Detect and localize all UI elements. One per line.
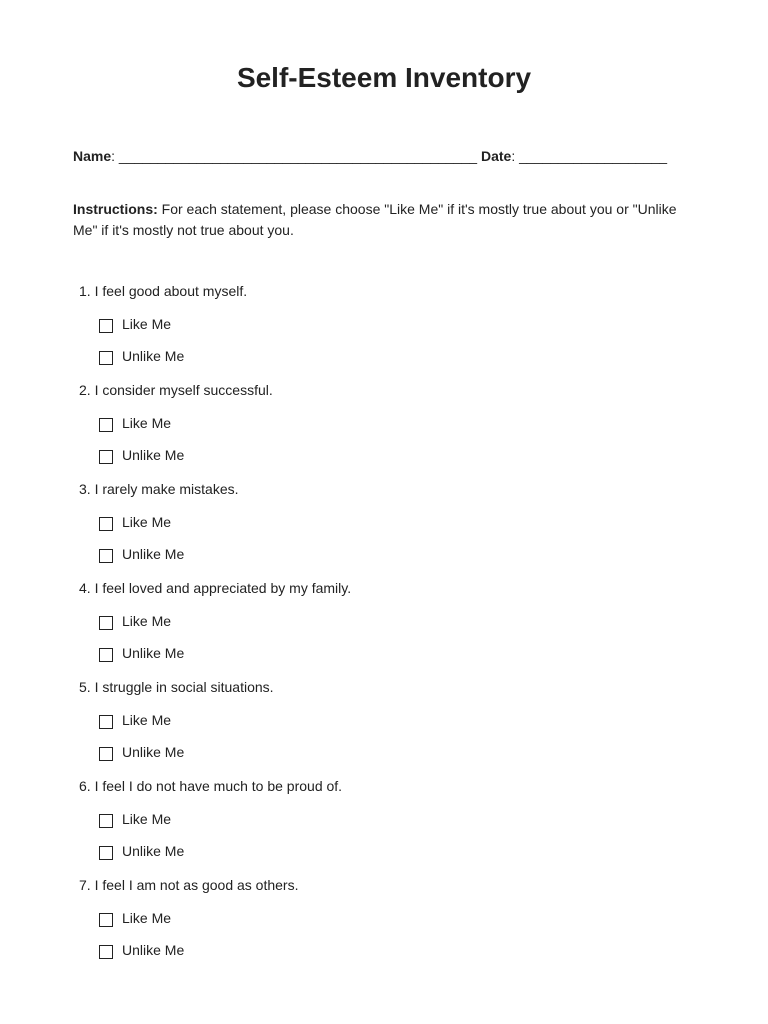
question-item bbox=[0, 380, 768, 479]
question-number: 6. bbox=[79, 778, 91, 794]
date-field[interactable]: : ___________________ bbox=[511, 148, 668, 164]
option-unlike-me[interactable] bbox=[99, 544, 184, 564]
question-text bbox=[79, 578, 351, 598]
option-label: Unlike Me bbox=[122, 843, 185, 859]
checkbox[interactable] bbox=[99, 846, 113, 860]
option-label: Unlike Me bbox=[122, 645, 185, 661]
option-label: Unlike Me bbox=[122, 348, 185, 364]
question-item bbox=[0, 677, 768, 776]
option-unlike-me[interactable] bbox=[99, 346, 184, 366]
option-unlike-me[interactable] bbox=[99, 445, 184, 465]
checkbox[interactable] bbox=[99, 945, 113, 959]
option-like-me[interactable] bbox=[99, 413, 171, 433]
question-text bbox=[79, 380, 273, 400]
instructions-label: Instructions: bbox=[73, 201, 158, 217]
name-date-line bbox=[73, 148, 667, 164]
name-label: Name bbox=[73, 148, 112, 164]
option-unlike-me[interactable] bbox=[99, 940, 184, 960]
option-unlike-me[interactable] bbox=[99, 742, 184, 762]
checkbox[interactable] bbox=[99, 648, 113, 662]
question-text bbox=[79, 875, 298, 895]
option-label: Unlike Me bbox=[122, 447, 185, 463]
question-number: 4. bbox=[79, 580, 91, 596]
checkbox[interactable] bbox=[99, 715, 113, 729]
question-statement: I rarely make mistakes. bbox=[94, 481, 239, 497]
option-label: Like Me bbox=[122, 712, 172, 728]
option-like-me[interactable] bbox=[99, 314, 171, 334]
option-unlike-me[interactable] bbox=[99, 643, 184, 663]
question-item bbox=[0, 875, 768, 974]
checkbox[interactable] bbox=[99, 913, 113, 927]
question-statement: I feel good about myself. bbox=[94, 283, 248, 299]
question-statement: I feel I do not have much to be proud of. bbox=[94, 778, 343, 794]
question-text bbox=[79, 776, 342, 796]
question-text bbox=[79, 281, 247, 301]
question-statement: I consider myself successful. bbox=[94, 382, 273, 398]
option-label: Like Me bbox=[122, 514, 172, 530]
checkbox[interactable] bbox=[99, 418, 113, 432]
option-like-me[interactable] bbox=[99, 710, 171, 730]
option-label: Unlike Me bbox=[122, 744, 185, 760]
option-label: Like Me bbox=[122, 415, 172, 431]
question-number: 7. bbox=[79, 877, 91, 893]
question-item bbox=[0, 479, 768, 578]
question-number: 3. bbox=[79, 481, 91, 497]
checkbox[interactable] bbox=[99, 517, 113, 531]
option-label: Unlike Me bbox=[122, 546, 185, 562]
option-label: Like Me bbox=[122, 910, 172, 926]
checkbox[interactable] bbox=[99, 351, 113, 365]
question-number: 2. bbox=[79, 382, 91, 398]
instructions-text: For each statement, please choose "Like Me" if it's mostly true about you or "Unlike Me" if it's mostly not true about you. bbox=[73, 201, 677, 238]
question-text bbox=[79, 479, 239, 499]
option-label: Like Me bbox=[122, 613, 172, 629]
page-title: Self-Esteem Inventory bbox=[236, 62, 532, 93]
option-label: Like Me bbox=[122, 811, 172, 827]
option-unlike-me[interactable] bbox=[99, 841, 184, 861]
option-like-me[interactable] bbox=[99, 908, 171, 928]
question-number: 1. bbox=[79, 283, 91, 299]
question-statement: I feel I am not as good as others. bbox=[94, 877, 299, 893]
name-field[interactable]: : ______________________________________________ bbox=[111, 148, 481, 164]
checkbox[interactable] bbox=[99, 814, 113, 828]
question-number: 5. bbox=[79, 679, 91, 695]
instructions bbox=[73, 199, 693, 241]
checkbox[interactable] bbox=[99, 319, 113, 333]
question-item bbox=[0, 578, 768, 677]
option-like-me[interactable] bbox=[99, 611, 171, 631]
date-label: Date bbox=[480, 148, 512, 164]
option-like-me[interactable] bbox=[99, 512, 171, 532]
question-statement: I feel loved and appreciated by my family. bbox=[94, 580, 352, 596]
question-item bbox=[0, 776, 768, 875]
option-like-me[interactable] bbox=[99, 809, 171, 829]
checkbox[interactable] bbox=[99, 549, 113, 563]
question-text bbox=[79, 677, 274, 697]
option-label: Like Me bbox=[122, 316, 172, 332]
question-statement: I struggle in social situations. bbox=[94, 679, 274, 695]
checkbox[interactable] bbox=[99, 450, 113, 464]
option-label: Unlike Me bbox=[122, 942, 185, 958]
checkbox[interactable] bbox=[99, 616, 113, 630]
question-item bbox=[0, 281, 768, 380]
checkbox[interactable] bbox=[99, 747, 113, 761]
question-list bbox=[0, 281, 768, 974]
